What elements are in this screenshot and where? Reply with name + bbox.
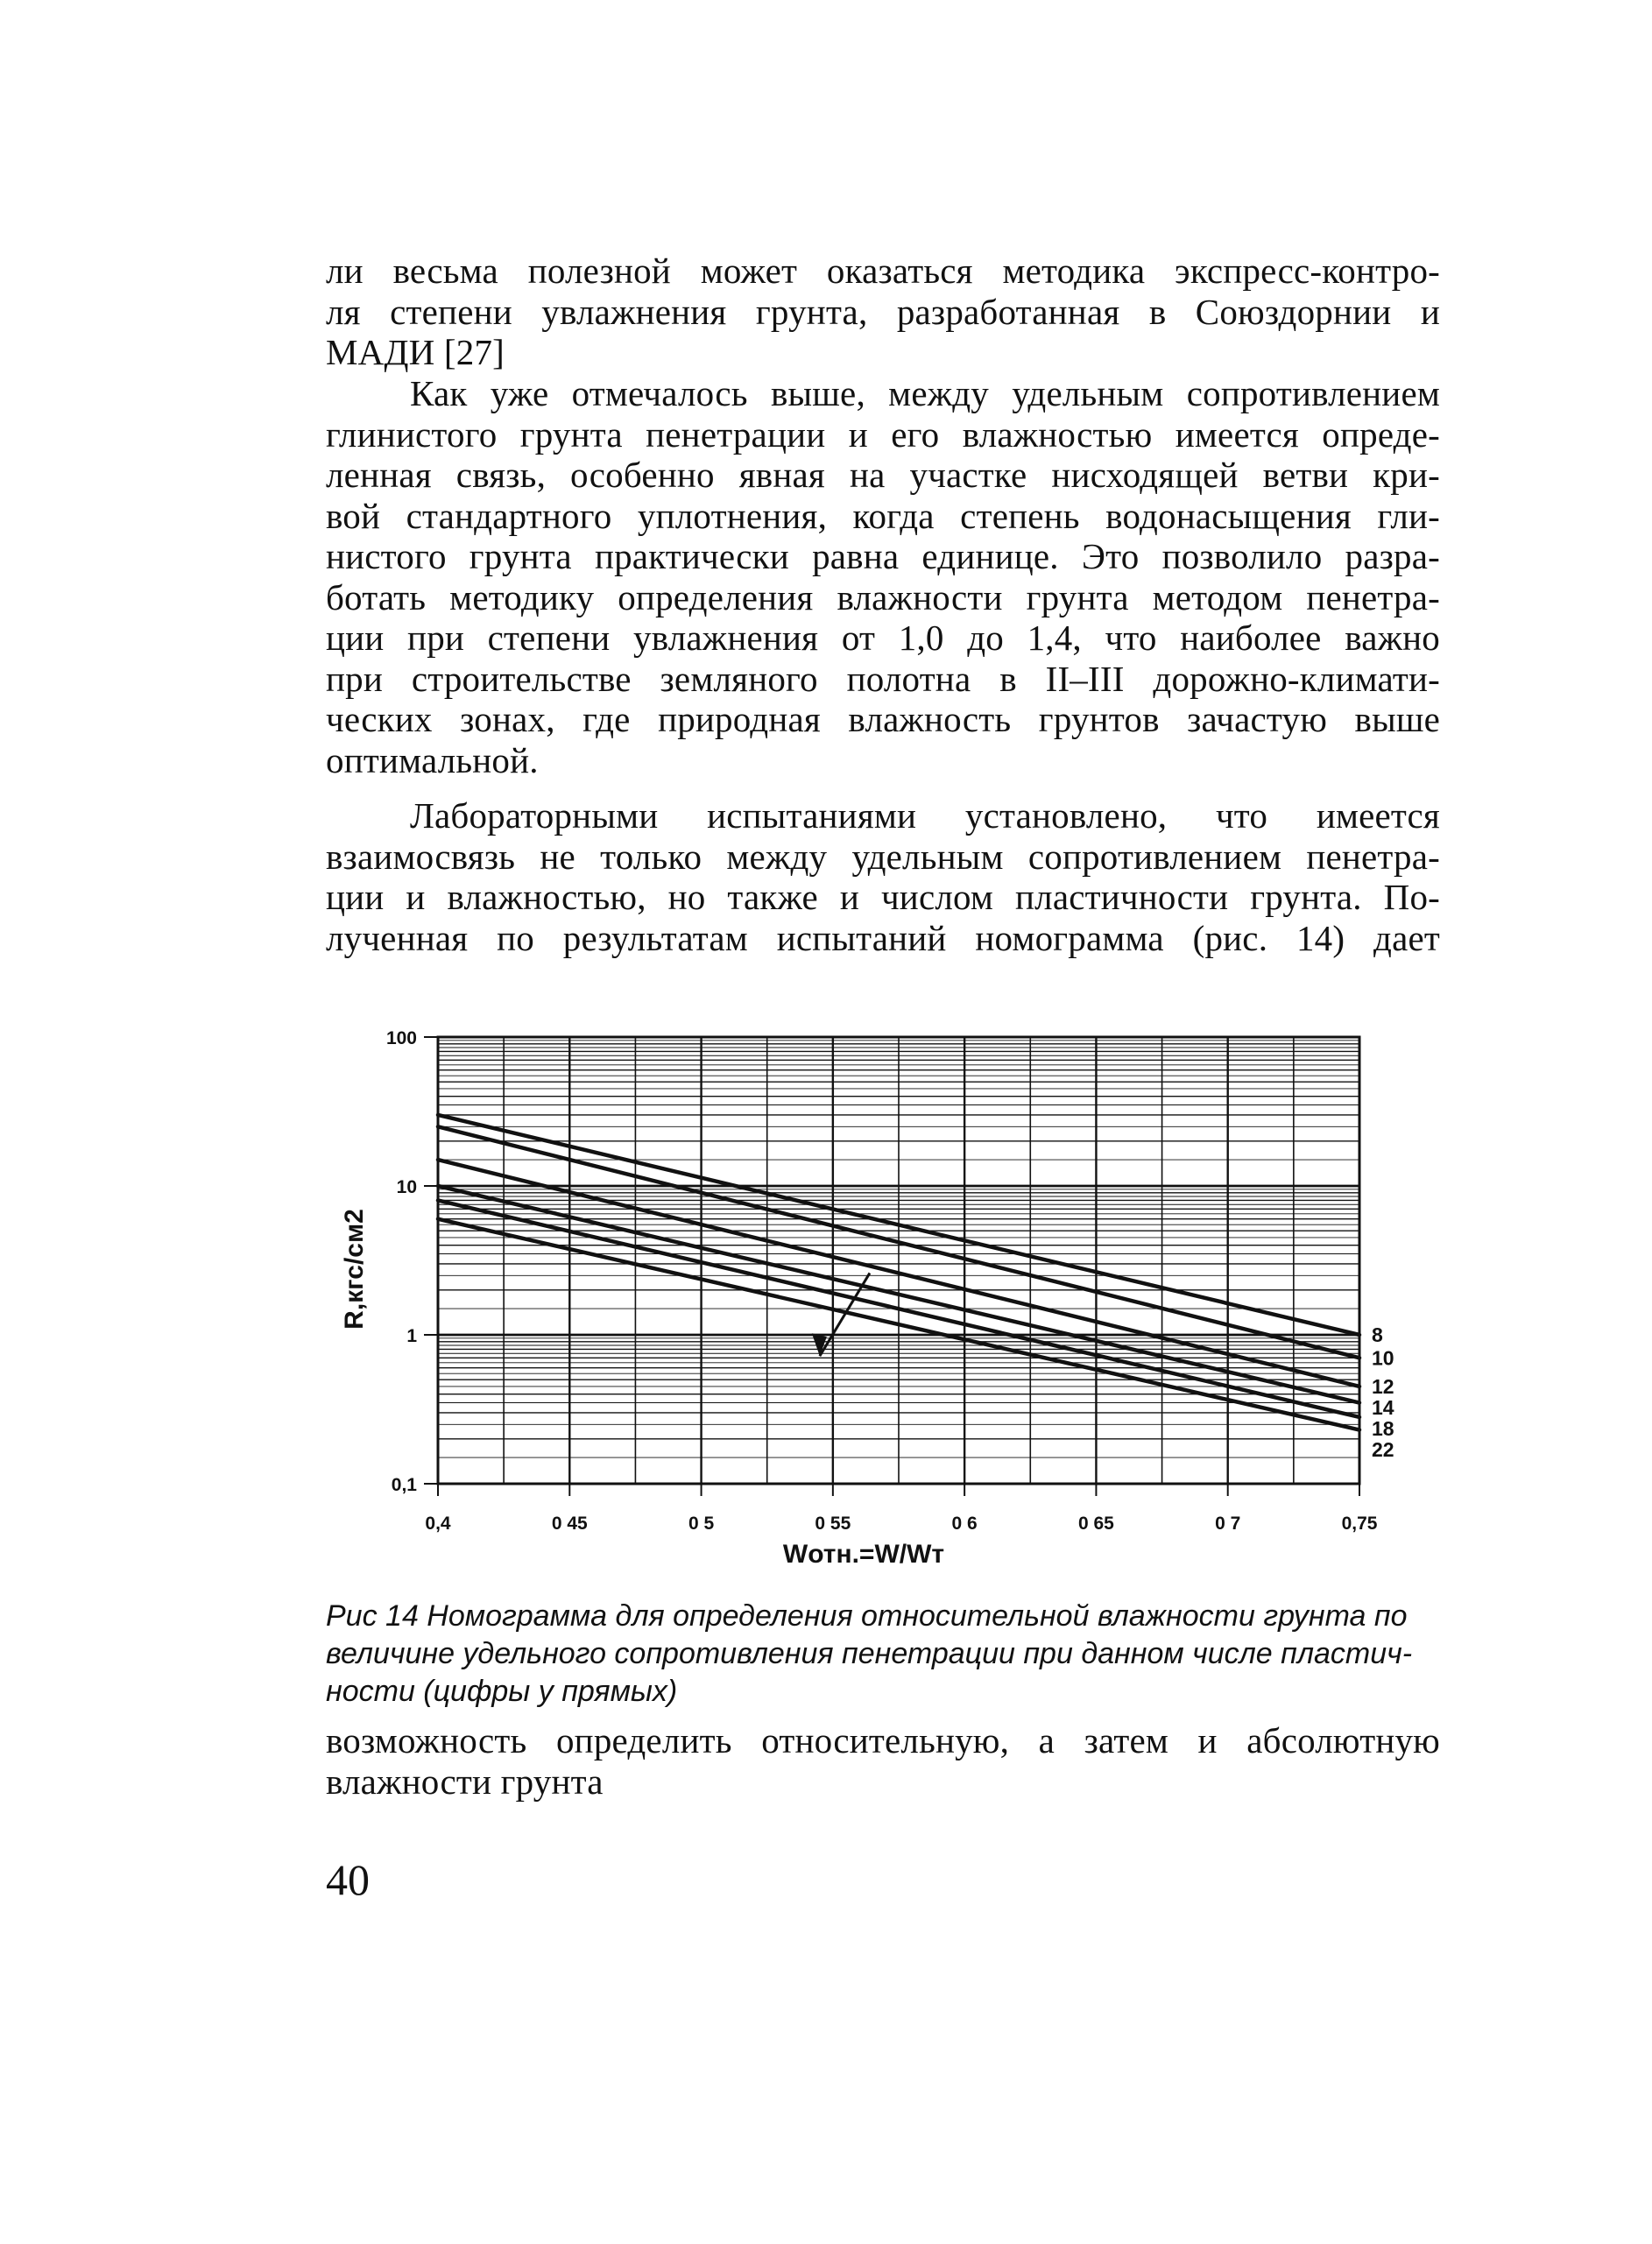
- text-line: ции при степени увлажнения от 1,0 до 1,4, что наиболее важно: [326, 617, 1440, 658]
- caption-line: Рис 14 Номограмма для определения относительной влажности грунта по: [326, 1599, 1408, 1633]
- x-tick-label: 0 65: [1077, 1514, 1114, 1534]
- text-line: лученная по результатам испытаний номограмма (рис. 14) дает: [326, 917, 1440, 958]
- text-line: влажности грунта: [326, 1761, 604, 1802]
- series-label: 18: [1372, 1416, 1394, 1440]
- text-line: взаимосвязь не только между удельным сопротивлением пенетра-: [326, 836, 1440, 877]
- text-line: при строительстве земляного полотна в II–III дорожно-климати-: [326, 658, 1440, 699]
- page-number: 40: [326, 1855, 370, 1904]
- text-line: Лабораторными испытаниями установлено, что имеется: [410, 795, 1440, 836]
- pointer-arrowhead: [812, 1333, 827, 1356]
- x-tick-label: 0 6: [951, 1514, 978, 1534]
- series-label: 8: [1372, 1323, 1383, 1346]
- x-tick-label: 0 55: [815, 1514, 851, 1534]
- x-axis-label: Wотн.=W/Wт: [782, 1540, 945, 1569]
- text-line: глинистого грунта пенетрации и его влажностью имеется опреде-: [326, 413, 1440, 455]
- series-label: 12: [1372, 1374, 1394, 1398]
- nomogram-chart: [333, 1023, 1437, 1584]
- series-label: 10: [1372, 1346, 1394, 1370]
- y-tick-label: 100: [385, 1028, 417, 1048]
- text-line: оптимальной.: [326, 739, 539, 780]
- x-tick-label: 0,4: [425, 1514, 451, 1534]
- y-tick-label: 0,1: [391, 1475, 417, 1495]
- text-line: ленная связь, особенно явная на участке нисходящей ветви кри-: [326, 455, 1440, 495]
- x-tick-label: 0,75: [1341, 1514, 1378, 1534]
- text-line: вой стандартного уплотнения, когда степень водонасыщения гли-: [326, 495, 1440, 536]
- series-label: 22: [1372, 1437, 1394, 1461]
- text-line: ческих зонах, где природная влажность грунтов зачастую выше: [326, 699, 1440, 739]
- y-tick-label: 1: [406, 1326, 417, 1346]
- text-line: ции и влажностью, но также и числом пластичности грунта. По-: [326, 877, 1440, 917]
- paragraph-4: [326, 1720, 1440, 1802]
- chart-grid: [438, 1037, 1359, 1484]
- figure-caption: [326, 1598, 1440, 1711]
- text-line: ботать методику определения влажности грунта методом пенетра-: [326, 576, 1440, 617]
- caption-line: ности (цифры у прямых): [326, 1675, 678, 1708]
- text-line: Как уже отмечалось выше, между удельным сопротивлением: [410, 373, 1440, 413]
- caption-line: величине удельного сопротивления пенетрации при данном числе пластич-: [326, 1637, 1413, 1670]
- x-tick-label: 0 7: [1215, 1514, 1241, 1534]
- nomogram-figure: [333, 1023, 1437, 1584]
- y-tick-label: 10: [396, 1177, 417, 1197]
- y-axis-label: R,кгс/см2: [340, 1209, 369, 1330]
- text-line: нистого грунта практически равна единице. Это позволило разра-: [326, 536, 1440, 576]
- text-line: МАДИ [27]: [326, 332, 505, 372]
- text-line: возможность определить относительную, а затем и абсолютную: [326, 1720, 1440, 1761]
- paragraph-3: [326, 795, 1440, 958]
- chart-labels: [340, 1028, 1394, 1569]
- x-tick-label: 0 5: [688, 1514, 715, 1534]
- text-line: ли весьма полезной может оказаться методика экспресс-контро-: [326, 251, 1440, 291]
- text-line: ля степени увлажнения грунта, разработанная в Союздорнии и: [326, 291, 1440, 332]
- series-label: 14: [1372, 1395, 1394, 1419]
- paragraph-1: [326, 251, 1440, 373]
- x-tick-label: 0 45: [551, 1514, 588, 1534]
- paragraph-2: [326, 373, 1440, 780]
